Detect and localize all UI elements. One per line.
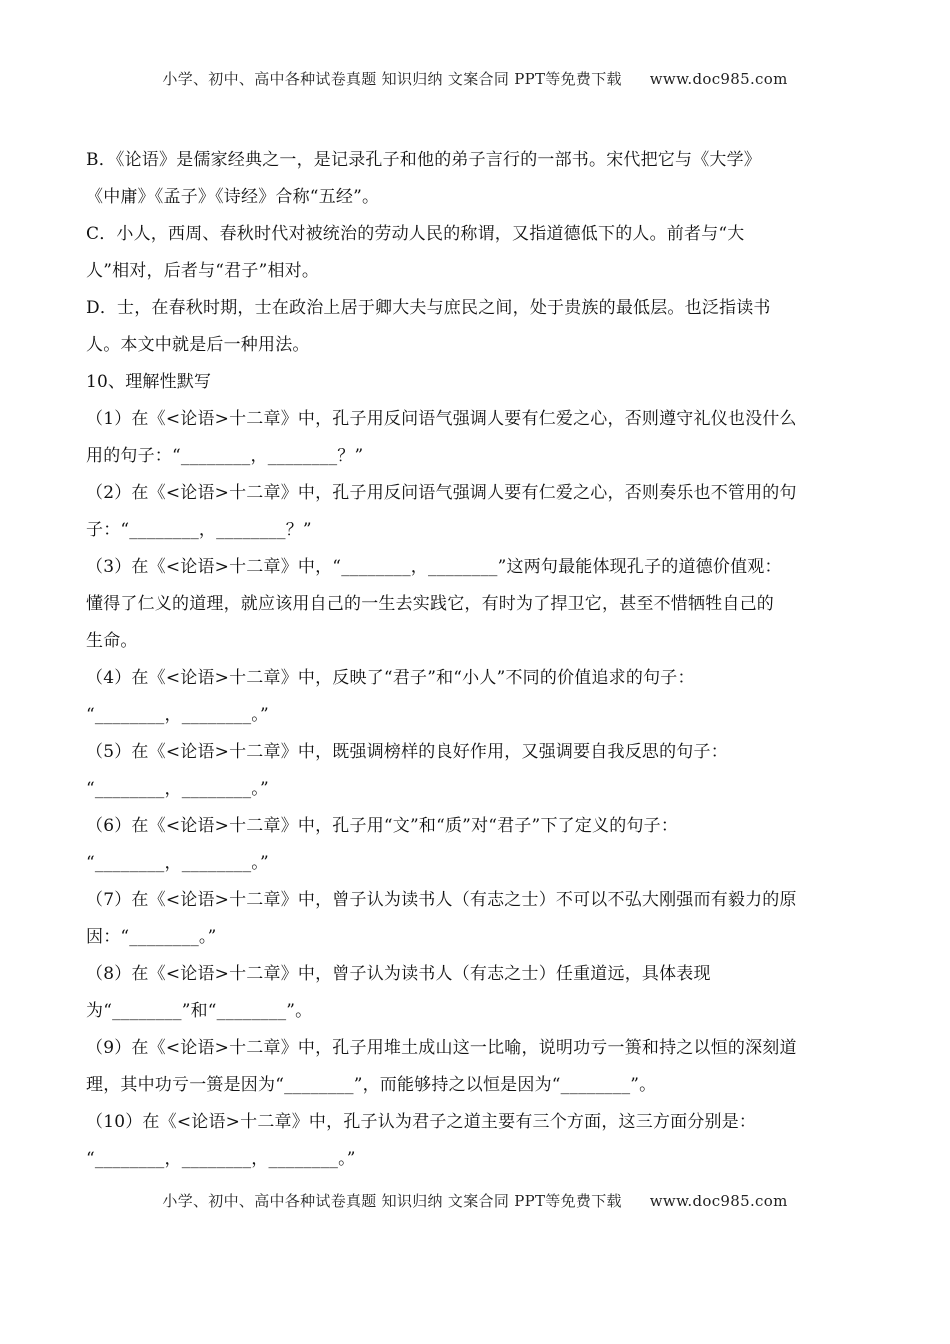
q10-item-10-line-2: “________，________，________。” (86, 1149, 356, 1169)
option-b-line-1: B．《论语》是儒家经典之一，是记录孔子和他的弟子言行的一部书。宋代把它与《大学》 (86, 150, 761, 170)
page-footer (0, 1190, 950, 1211)
q10-item-4-line-2: “________，________。” (86, 705, 269, 725)
q10-item-2-line-1: （2）在《<论语>十二章》中，孔子用反问语气强调人要有仁爱之心，否则奏乐也不管用的句 (86, 483, 797, 503)
header-text: 小学、初中、高中各种试卷真题 知识归纳 文案合同 PPT等免费下载 (162, 70, 622, 88)
q10-item-10-line-1: （10）在《<论语>十二章》中，孔子认为君子之道主要有三个方面，这三方面分别是： (86, 1112, 757, 1132)
q10-item-3-line-3: 生命。 (86, 631, 138, 651)
option-b-line-2: 《中庸》《孟子》《诗经》合称“五经”。 (86, 187, 380, 207)
q10-item-8-line-1: （8）在《<论语>十二章》中，曾子认为读书人（有志之士）任重道远，具体表现 (86, 964, 711, 984)
footer-text: 小学、初中、高中各种试卷真题 知识归纳 文案合同 PPT等免费下载 (162, 1192, 622, 1210)
q10-item-3-line-1: （3）在《<论语>十二章》中，“________，________”这两句最能体现孔子的道德价值观： (86, 557, 782, 577)
q10-item-2-line-2: 子：“________，________？” (86, 520, 312, 540)
q10-item-9-line-2: 理，其中功亏一篑是因为“________”，而能够持之以恒是因为“________”。 (86, 1075, 657, 1095)
footer-url[interactable]: www.doc985.com (649, 1192, 788, 1210)
header-url[interactable]: www.doc985.com (649, 70, 788, 88)
question-10-title: 10、理解性默写 (86, 372, 212, 392)
q10-item-1-line-1: （1）在《<论语>十二章》中，孔子用反问语气强调人要有仁爱之心，否则遵守礼仪也没什么 (86, 409, 797, 429)
option-c-line-2: 人”相对，后者与“君子”相对。 (86, 261, 320, 281)
q10-item-8-line-2: 为“________”和“________”。 (86, 1001, 313, 1021)
q10-item-3-line-2: 懂得了仁义的道理，就应该用自己的一生去实践它，有时为了捍卫它，甚至不惜牺牲自己的 (86, 594, 774, 614)
q10-item-5-line-1: （5）在《<论语>十二章》中，既强调榜样的良好作用，又强调要自我反思的句子： (86, 742, 728, 762)
page-header (0, 68, 950, 89)
q10-item-9-line-1: （9）在《<论语>十二章》中，孔子用堆土成山这一比喻，说明功亏一篑和持之以恒的深刻道 (86, 1038, 797, 1058)
q10-item-6-line-2: “________，________。” (86, 853, 269, 873)
option-d-line-2: 人。本文中就是后一种用法。 (86, 335, 310, 355)
q10-item-7-line-1: （7）在《<论语>十二章》中，曾子认为读书人（有志之士）不可以不弘大刚强而有毅力的原 (86, 890, 797, 910)
q10-item-1-line-2: 用的句子：“________，________？” (86, 446, 364, 466)
q10-item-6-line-1: （6）在《<论语>十二章》中，孔子用“文”和“质”对“君子”下了定义的句子： (86, 816, 679, 836)
option-c-line-1: C．小人，西周、春秋时代对被统治的劳动人民的称谓，又指道德低下的人。前者与“大 (86, 224, 745, 244)
q10-item-4-line-1: （4）在《<论语>十二章》中，反映了“君子”和“小人”不同的价值追求的句子： (86, 668, 695, 688)
q10-item-7-line-2: 因：“________。” (86, 927, 217, 947)
option-d-line-1: D．士，在春秋时期，士在政治上居于卿大夫与庶民之间，处于贵族的最低层。也泛指读书 (86, 298, 771, 318)
document-body (86, 142, 868, 1178)
q10-item-5-line-2: “________，________。” (86, 779, 269, 799)
